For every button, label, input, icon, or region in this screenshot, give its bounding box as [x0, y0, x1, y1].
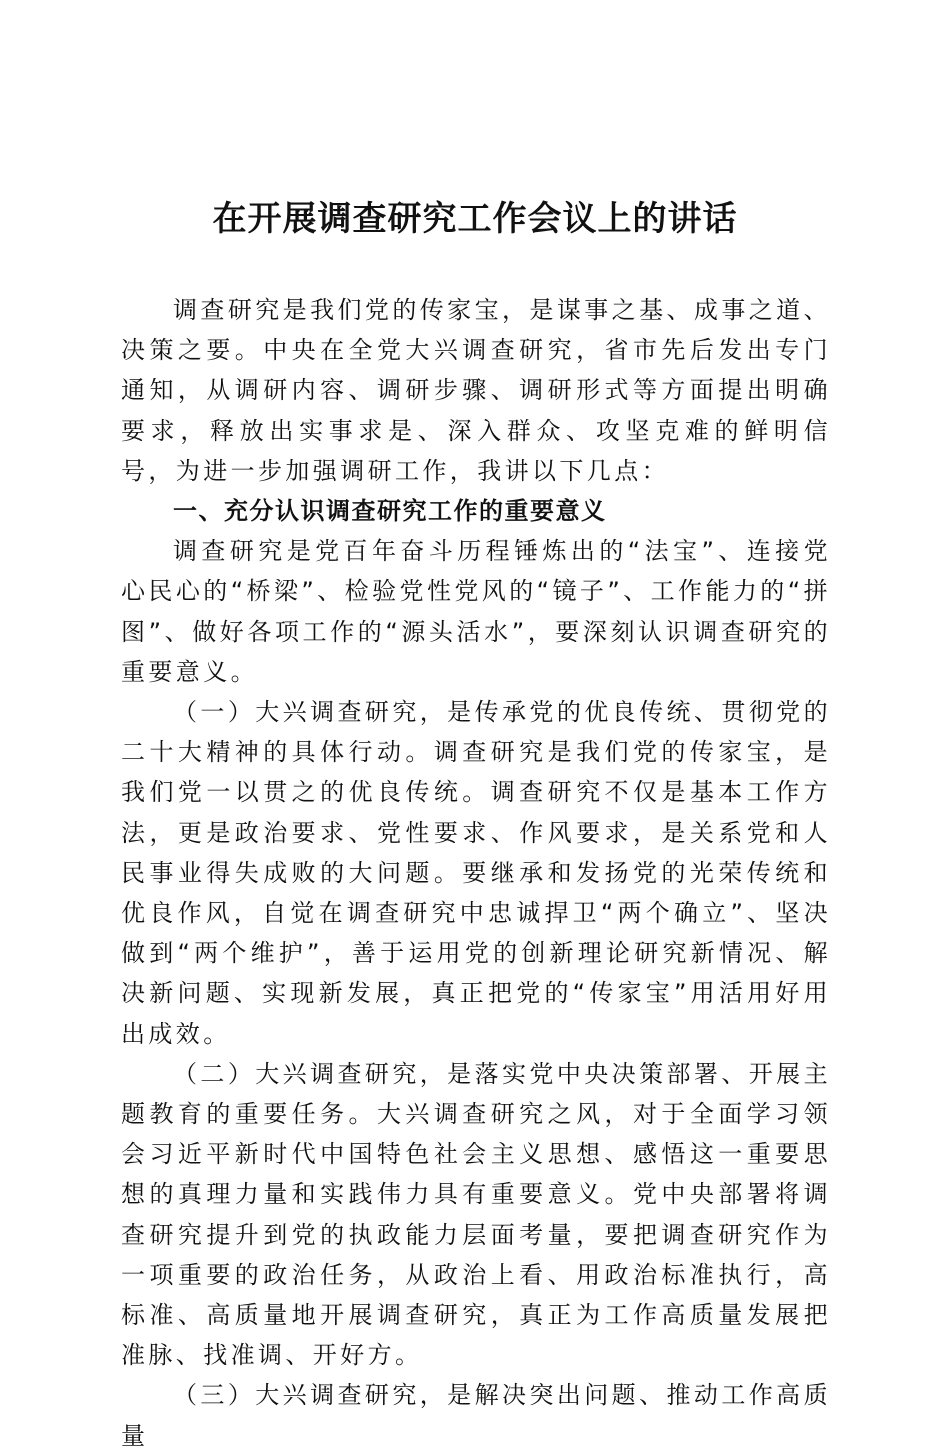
body-paragraph: （二）大兴调查研究，是落实党中央决策部署、开展主题教育的重要任务。大兴调查研究之风，对于全面学习领会习近平新时代中国特色社会主义思想、感悟这一重要思想的真理力量和实践伟力具有重要意义。党中央部署将调查研究提升到党的执政能力层面考量，要把调查研究作为一项重要的政治任务，从政治上看、用政治标准执行，高标准、高质量地开展调查研究，真正为工作高质量发展把准脉、找准调、开好方。	[121, 1059, 831, 1370]
document-body	[121, 290, 831, 1456]
body-paragraph: 调查研究是党百年奋斗历程锤炼出的“法宝”、连接党心民心的“桥梁”、检验党性党风的“镜子”、工作能力的“拼图”、做好各项工作的“源头活水”，要深刻认识调查研究的重要意义。	[121, 537, 831, 686]
section-heading: 一、充分认识调查研究工作的重要意义	[173, 497, 607, 526]
body-paragraph: （三）大兴调查研究，是解决突出问题、推动工作高质量	[121, 1381, 831, 1450]
body-paragraph: （一）大兴调查研究，是传承党的优良传统、贯彻党的二十大精神的具体行动。调查研究是我们党的传家宝，是我们党一以贯之的优良传统。调查研究不仅是基本工作方法，更是政治要求、党性要求、作风要求，是关系党和人民事业得失成败的大问题。要继承和发扬党的光荣传统和优良作风，自觉在调查研究中忠诚捍卫“两个确立”、坚决做到“两个维护”，善于运用党的创新理论研究新情况、解决新问题、实现新发展，真正把党的“传家宝”用活用好用出成效。	[121, 698, 831, 1048]
page-title: 在开展调查研究工作会议上的讲话	[212, 199, 738, 239]
intro-paragraph: 调查研究是我们党的传家宝，是谋事之基、成事之道、决策之要。中央在全党大兴调查研究，省市先后发出专门通知，从调研内容、调研步骤、调研形式等方面提出明确要求，释放出实事求是、深入群众、攻坚克难的鲜明信号，为进一步加强调研工作，我讲以下几点：	[121, 296, 831, 485]
